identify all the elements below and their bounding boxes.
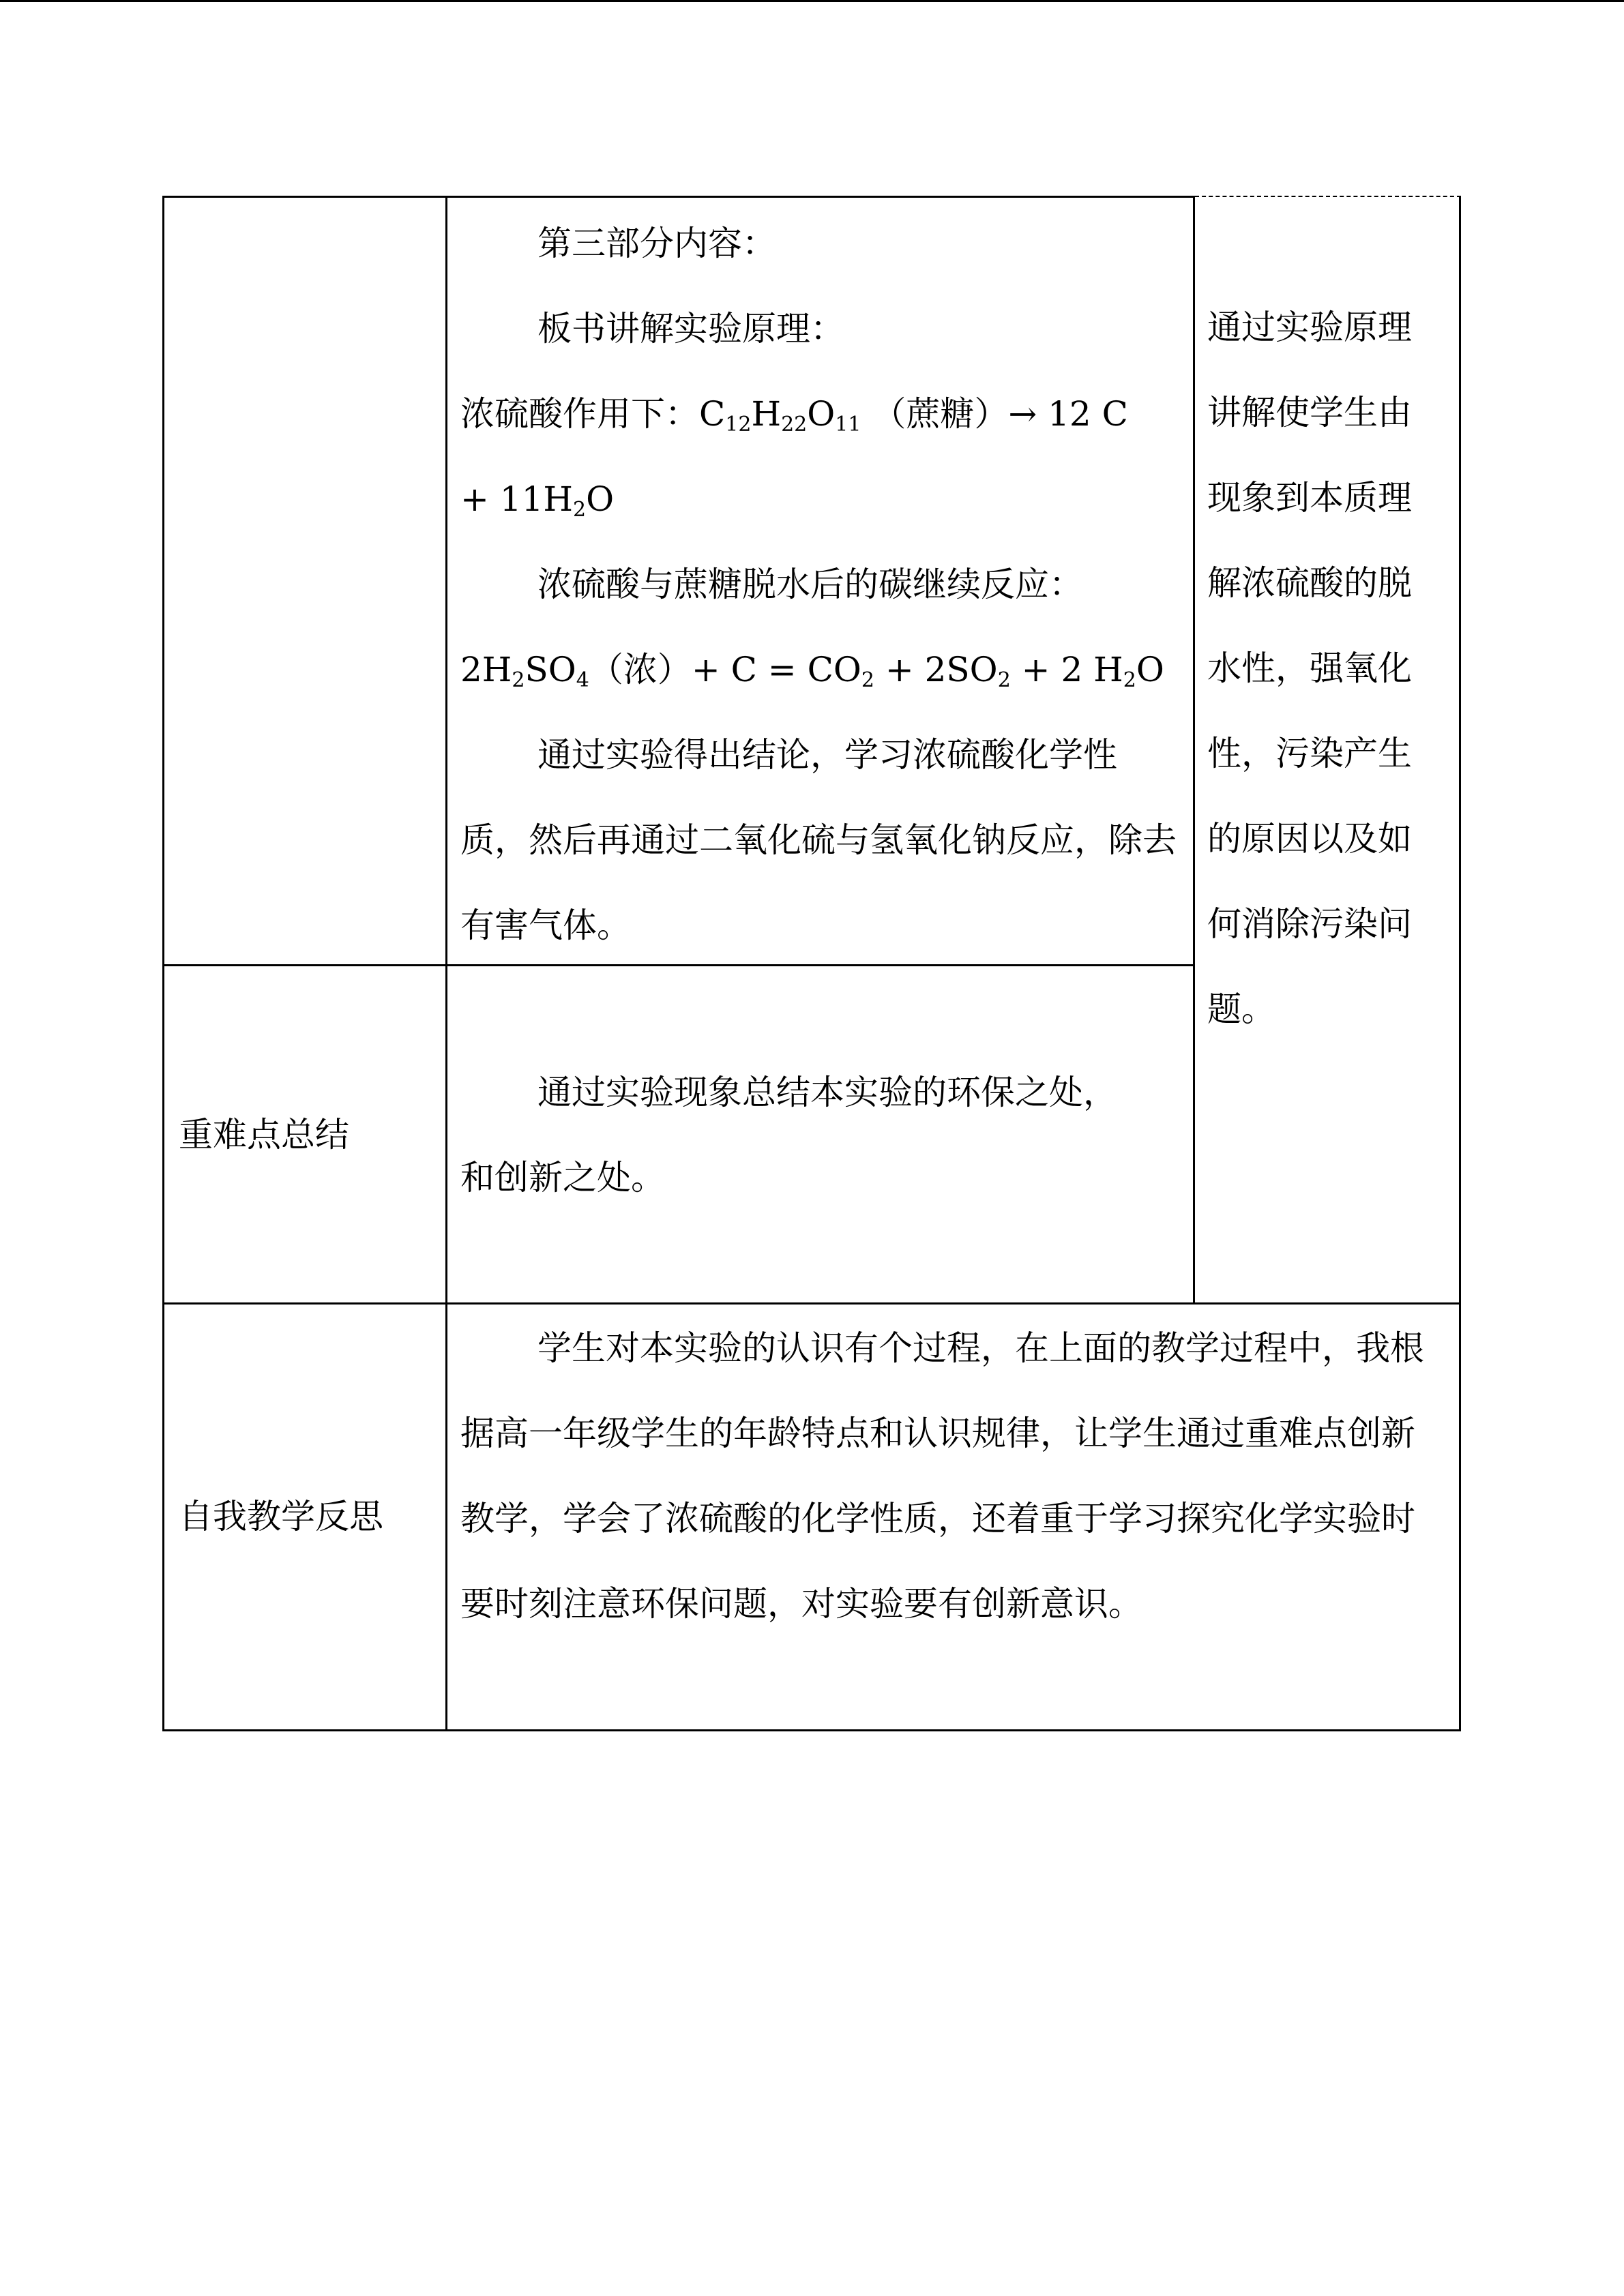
equation-1-line-2: + $11H_2O$ <box>460 479 615 522</box>
table-line-v-right <box>1459 196 1461 1731</box>
teaching-note-cell <box>1207 285 1453 1052</box>
note-line: 题。 <box>1207 989 1275 1029</box>
row3-content: 学生对本实验的认识有个过程，在上面的教学过程中，我根据高一年级学生的年龄特点和认识规律，让学生通过重难点创新教学，学会了浓硫酸的化学性质，还着重于学习探究化学实验时要时刻注意环保问题，对实验要有创新意识。 <box>460 1328 1424 1624</box>
note-line: 性，污染产生 <box>1207 734 1412 773</box>
reaction-heading: 浓硫酸与蔗糖脱水后的碳继续反应： <box>537 565 1083 604</box>
table-line-v-left <box>162 196 164 1731</box>
note-line: 何消除污染问 <box>1207 904 1412 944</box>
equation-2: $2H_2SO_4$（浓）+ $C = CO_2 + 2SO_2 + 2$ $H_2O$ <box>460 650 1164 692</box>
table-line-h-top-dashed <box>1195 196 1461 197</box>
row2-label: 重难点总结 <box>179 1115 349 1154</box>
table-line-v-mid <box>445 196 447 1731</box>
table-line-h-top <box>162 196 1195 198</box>
table-line-h-row3 <box>162 1302 1461 1304</box>
row3-label: 自我教学反思 <box>179 1497 383 1536</box>
table-line-v-note <box>1193 196 1195 1304</box>
note-line: 现象到本质理 <box>1207 478 1412 518</box>
note-line: 讲解使学生由 <box>1207 393 1412 432</box>
conclusion-paragraph: 通过实验得出结论，学习浓硫酸化学性质，然后再通过二氧化硫与氢氧化钠反应，除去有害气体。 <box>460 735 1177 945</box>
board-heading: 板书讲解实验原理： <box>537 309 844 348</box>
row1-content-cell <box>460 201 1183 968</box>
note-line: 通过实验原理 <box>1207 308 1412 347</box>
note-line: 解浓硫酸的脱 <box>1207 563 1412 603</box>
note-line: 水性，强氧化 <box>1207 648 1412 688</box>
table-line-h-bottom <box>162 1729 1461 1731</box>
page-top-border <box>0 0 1624 2</box>
equation-1-line-1: 浓硫酸作用下：$C_{12}H_{22}O_{11}$ （蔗糖）→ 12 C <box>460 394 1128 436</box>
section-heading: 第三部分内容： <box>537 224 776 263</box>
row2-content: 通过实验现象总结本实验的环保之处，和创新之处。 <box>460 1073 1117 1197</box>
note-line: 的原因以及如 <box>1207 819 1412 859</box>
